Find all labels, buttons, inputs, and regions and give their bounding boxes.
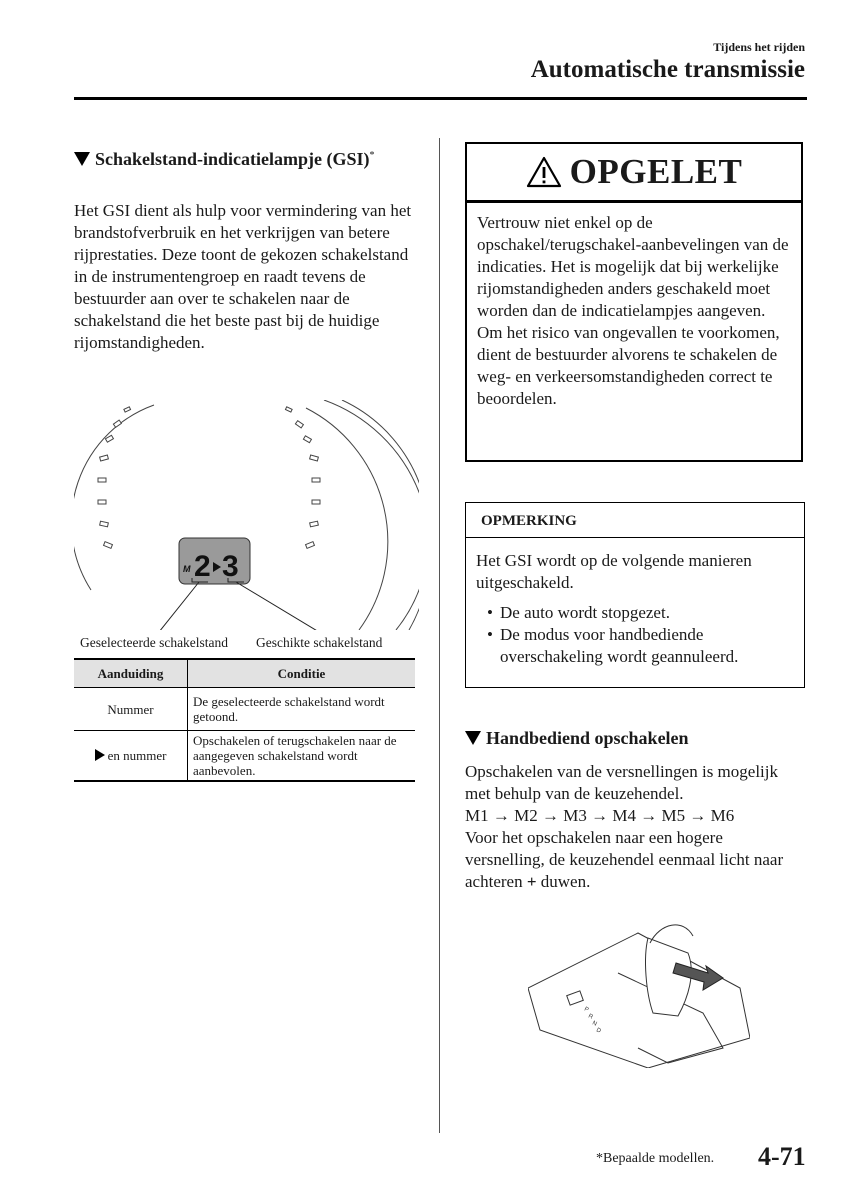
list-item: • De modus voor handbediende overschakeling wordt geannuleerd.	[476, 624, 794, 668]
caption-selected-gear: Geselecteerde schakelstand	[80, 635, 229, 650]
manual-upshift-heading-text: Handbediend opschakelen	[486, 728, 689, 748]
plus-symbol: +	[526, 872, 537, 891]
table-row	[74, 731, 415, 782]
table-cell-indication	[74, 731, 188, 782]
note-title: OPMERKING	[466, 503, 804, 538]
svg-text:N: N	[591, 1020, 598, 1028]
upshift-instruction-end: duwen.	[540, 872, 591, 891]
manual-upshift-heading	[465, 728, 689, 749]
svg-text:R: R	[587, 1013, 594, 1021]
footnote: *Bepaalde modellen.	[596, 1151, 715, 1166]
triangle-bullet-icon	[465, 731, 481, 745]
list-item: • De auto wordt stopgezet.	[476, 602, 794, 624]
caption-suggested-gear: Geschikte schakelstand	[256, 635, 383, 650]
selected-gear-digit: 2	[194, 550, 211, 583]
manual-upshift-paragraph	[465, 761, 805, 893]
note-box	[465, 502, 805, 688]
page-title: Automatische transmissie	[530, 56, 805, 83]
upshift-intro: Opschakelen van de versnellingen is mogelijk met behulp van de keuzehendel.	[465, 762, 778, 803]
page-number: 4-71	[758, 1142, 806, 1171]
gear-sequence: M1 → M2 → M3 → M4 → M5 → M6	[465, 806, 735, 825]
caution-title: OPGELET	[569, 152, 743, 191]
svg-text:D: D	[595, 1027, 602, 1035]
table-cell-condition: De geselecteerde schakelstand wordt getoond.	[188, 688, 416, 731]
table-cell-indication: Nummer	[74, 688, 188, 731]
gsi-heading	[74, 145, 394, 170]
warning-triangle-icon	[526, 156, 562, 188]
note-body	[466, 538, 804, 668]
indication-text: en nummer	[107, 748, 167, 763]
gsi-table	[74, 658, 415, 782]
table-cell-condition: Opschakelen of terugschakelen naar de aangegeven schakelstand wordt aanbevolen.	[188, 731, 416, 782]
caution-text: Vertrouw niet enkel op de opschakel/terugschakel-aanbevelingen van de indicaties. Het is mogelijk dat bij werkelijke rijomstandigheden anders geschakeld moet worden dan de indicatielampjes aangeven. Om het risico van ongevallen te voorkomen, dient de bestuurder alvorens te schakelen de weg- en verkeersomstandigheden correct te beoordelen.	[477, 213, 789, 408]
column-divider	[439, 138, 440, 1133]
table-header-indication: Aanduiding	[74, 659, 188, 688]
header-rule	[74, 97, 807, 100]
caution-header	[467, 144, 801, 203]
suggested-gear-digit: 3	[222, 550, 239, 583]
gsi-paragraph: Het GSI dient als hulp voor vermindering van het brandstofverbruik en het verkrijgen van betere rijprestaties. Deze toont de gekozen schakelstand in de instrumentengroep en raadt tevens de bestuurder aan over te schakelen naar de schakelstand die het beste past bij de huidige rijomstandigheden.	[74, 201, 412, 352]
gear-mode-letter: M	[183, 564, 191, 574]
note-list	[476, 602, 794, 668]
gear-shifter-illustration	[528, 918, 750, 1068]
play-triangle-icon	[95, 749, 105, 761]
instrument-cluster-illustration	[74, 400, 419, 630]
table-header-condition: Conditie	[188, 659, 416, 688]
caution-box	[465, 142, 803, 462]
section-label: Tijdens het rijden	[713, 40, 805, 54]
footnote-mark: *	[369, 150, 375, 161]
note-intro: Het GSI wordt op de volgende manieren uitgeschakeld.	[476, 551, 752, 592]
triangle-bullet-icon	[74, 152, 90, 166]
upshift-instruction: Voor het opschakelen naar een hogere versnelling, de keuzehendel eenmaal licht naar achteren	[465, 828, 784, 891]
svg-text:P: P	[583, 1006, 590, 1014]
table-row	[74, 688, 415, 731]
gsi-heading-text: Schakelstand-indicatielampje (GSI)	[95, 149, 370, 169]
